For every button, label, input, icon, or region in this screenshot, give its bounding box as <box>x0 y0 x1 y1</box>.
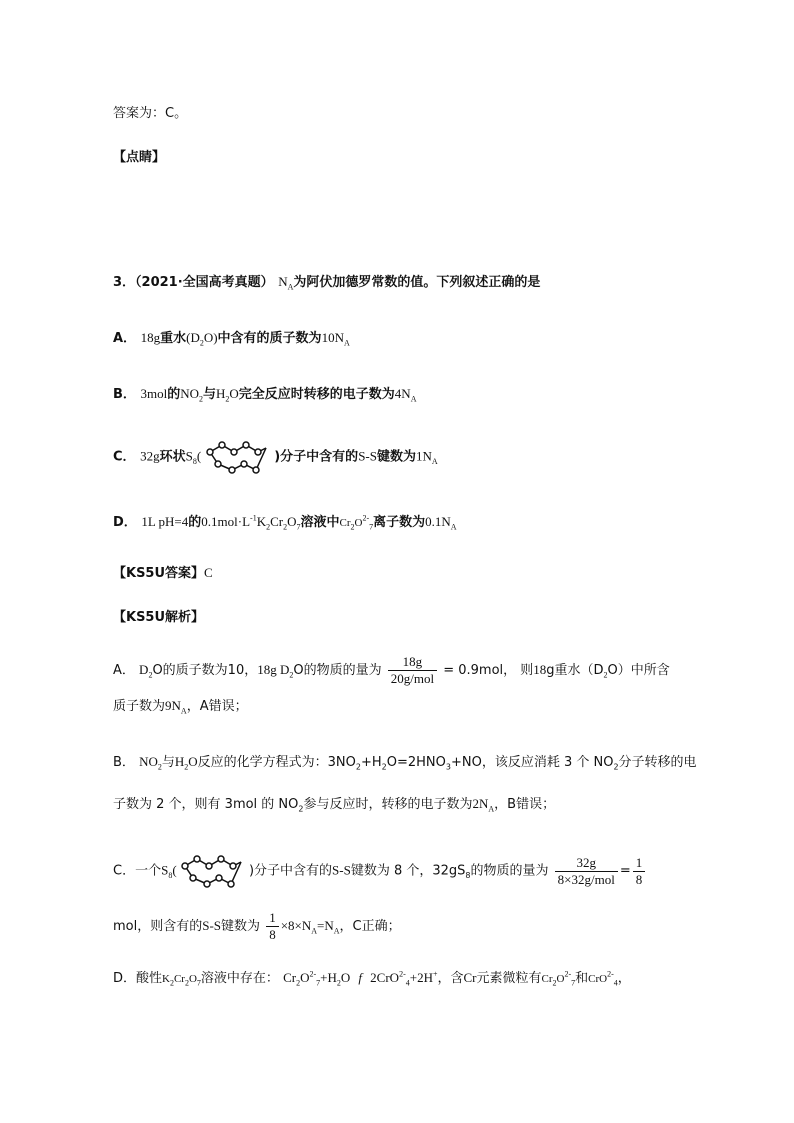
na-symbol: $N_A$ <box>278 274 294 292</box>
fraction-32g: $\frac{32g}{\text{8×32g/mol}}$ <box>555 855 618 888</box>
analysis-d-line1: D．酸性$K_2Cr_2O_7$溶液中存在： $Cr_2O^{2-}_7+H_2O$ f 2CrO$^{2-}_4$+2H+，含Cr元素微粒有$Cr_2O^{2-}_7$和CrO$^{2-}_4$， <box>113 969 631 988</box>
answer-line: 答案为：C。 <box>113 106 188 121</box>
analysis-c-line1: C．一个$S_8$( )分子中含有的S-S键数为 8 个，$32gS_8$的物质的量为 $\frac{32g}{\text{8×32g/mol}}$ = $\frac{1}{8}$ <box>113 854 647 888</box>
s8-ring-icon <box>181 854 245 888</box>
option-d: D． 1L pH=4的$0.1mol\cdot L^{-1}K_2Cr_2O_7$溶液中$Cr_2O^{2-}_7$离子数为$0.1N_A$ <box>113 513 457 532</box>
question-text: 为阿伏加德罗常数的值。下列叙述正确的是 <box>293 275 541 290</box>
question-source: （2021·全国高考真题） <box>135 275 274 290</box>
fraction-18g-20gmol: $\frac{18g}{\text{20g/mol}}$ <box>388 654 437 687</box>
option-b: B． 3mol的$NO_2$与$H_2O$完全反应时转移的电子数为$4N_A$ <box>113 386 417 404</box>
analysis-b-line1: B． $NO_2$与$H_2O$反应的化学方程式为：$3NO_2+H_2O=2HNO_3+NO$，该反应消耗 3 个 $NO_2$分子转移的电 <box>113 754 697 772</box>
question-number: 3． <box>113 275 136 290</box>
question-stem <box>113 272 540 293</box>
option-a: A． 18g重水$(D_2O)$中含有的质子数为$10N_A$ <box>113 330 350 348</box>
fraction-one-eighth: $\frac{1}{8}$ <box>633 855 646 888</box>
ks5u-answer: 【KS5U答案】C <box>113 565 213 581</box>
analysis-a-line2: 质子数为$9N_A$，A错误； <box>113 698 248 716</box>
s8-ring-icon <box>206 440 270 474</box>
fraction-one-eighth: $\frac{1}{8}$ <box>266 910 279 943</box>
analysis-a-line1: A． $D_2O$的质子数为10，18g $D_2O$的物质的量为 $\frac{18g}{\text{20g/mol}}$ = 0.9mol， 则18g重水$(D_2O)$中所含 <box>113 654 670 686</box>
ks5u-analysis-heading: 【KS5U解析】 <box>113 610 205 625</box>
dianjing-heading: 【点睛】 <box>113 150 166 165</box>
option-c: C． 32g环状$S_8$( )分子中含有的S-S键数为$1N_A$ <box>113 440 438 474</box>
analysis-c-line2: mol，则含有的S-S键数为 $\frac{1}{8}$ $\times 8\times N_A=N_A$，C正确； <box>113 910 401 942</box>
analysis-b-line2: 子数为 2 个，则有 3mol 的 $NO_2$参与反应时，转移的电子数为$2N_A$，B错误； <box>113 796 556 814</box>
